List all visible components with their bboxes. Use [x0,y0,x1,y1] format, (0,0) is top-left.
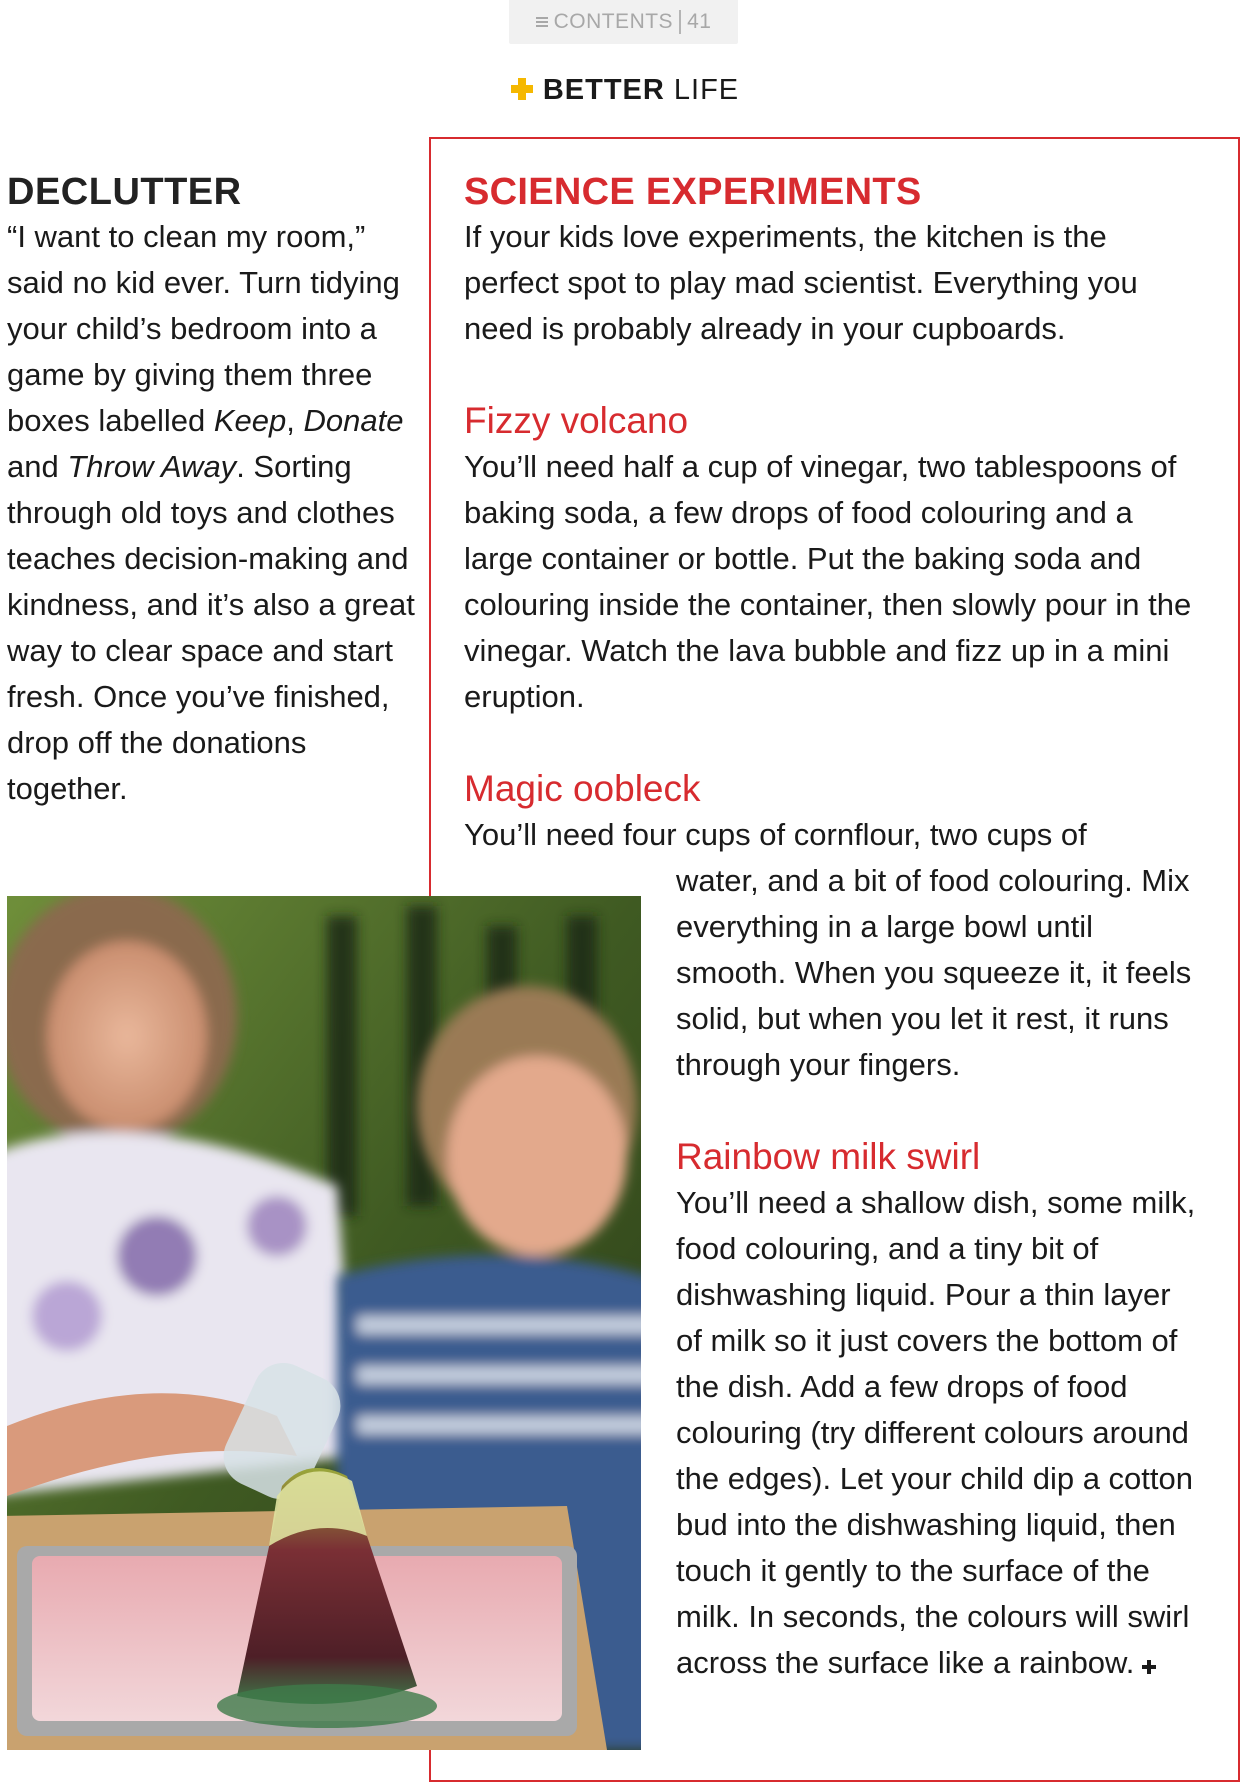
section-label-rest: LIFE [664,74,740,106]
comma: , [286,403,304,438]
plus-icon [511,78,533,100]
divider [679,10,681,34]
magic-oobleck-heading: Magic oobleck [464,768,701,809]
science-intro: If your kids love experiments, the kitchen is the perfect spot to play mad scientist. Everything you need is probably already in your cupboards. [464,219,1138,346]
section-label [0,74,1250,107]
end-mark-icon [1142,1660,1156,1674]
declutter-text-part: “I want to clean my room,” said no kid ever. Turn tidying your child’s bedroom into a game by giving them three boxes labelled [7,219,400,438]
section-label-bold: BETTER [542,74,665,106]
declutter-text-part: . Sorting through old toys and clothes teaches decision-making and kindness, and it’s also a great way to clear space and start fresh. Once you’ve finished, drop off the donations together. [7,449,415,806]
science-title: SCIENCE EXPERIMENTS [464,171,922,213]
rainbow-milk-paragraph [676,1180,1204,1686]
declutter-title: DECLUTTER [7,171,242,213]
magic-oobleck-text: water, and a bit of food colouring. Mix everything in a large bowl until smooth. When you squeeze it, it feels solid, but when you let it rest, it runs through your fingers. [676,863,1192,1082]
page-number: 41 [687,10,712,33]
menu-icon [536,17,548,27]
donate-label: Donate [303,403,404,438]
declutter-text [7,214,417,812]
magic-oobleck-first-line: You’ll need four cups of cornflour, two cups of [464,817,1087,852]
declutter-column [7,170,417,812]
contents-tab[interactable] [509,0,738,44]
rainbow-milk-heading: Rainbow milk swirl [676,1136,981,1177]
fizzy-volcano-text: You’ll need half a cup of vinegar, two tablespoons of baking soda, a few drops of food colouring and a large container or bottle. Put the baking soda and colouring inside the container, then slowly pour in the vinegar. Watch the lava bubble and fizz up in a mini eruption. [464,449,1192,714]
keep-label: Keep [213,403,287,438]
and-word: and [7,449,68,484]
contents-label: CONTENTS [553,10,674,33]
throw-away-label: Throw Away [67,449,237,484]
rainbow-milk-text: You’ll need a shallow dish, some milk, food colouring, and a tiny bit of dishwashing liquid. Pour a thin layer of milk so it just covers the bottom of the dish. Add a few drops of food colouring (try different colours around the edges). Let your child dip a cotton bud into the dishwashing liquid, then touch it gently to the surface of the milk. In seconds, the colours will swirl across the surface like a rainbow. [676,1185,1196,1680]
fizzy-volcano-heading: Fizzy volcano [464,400,689,441]
science-column [464,170,1204,1686]
